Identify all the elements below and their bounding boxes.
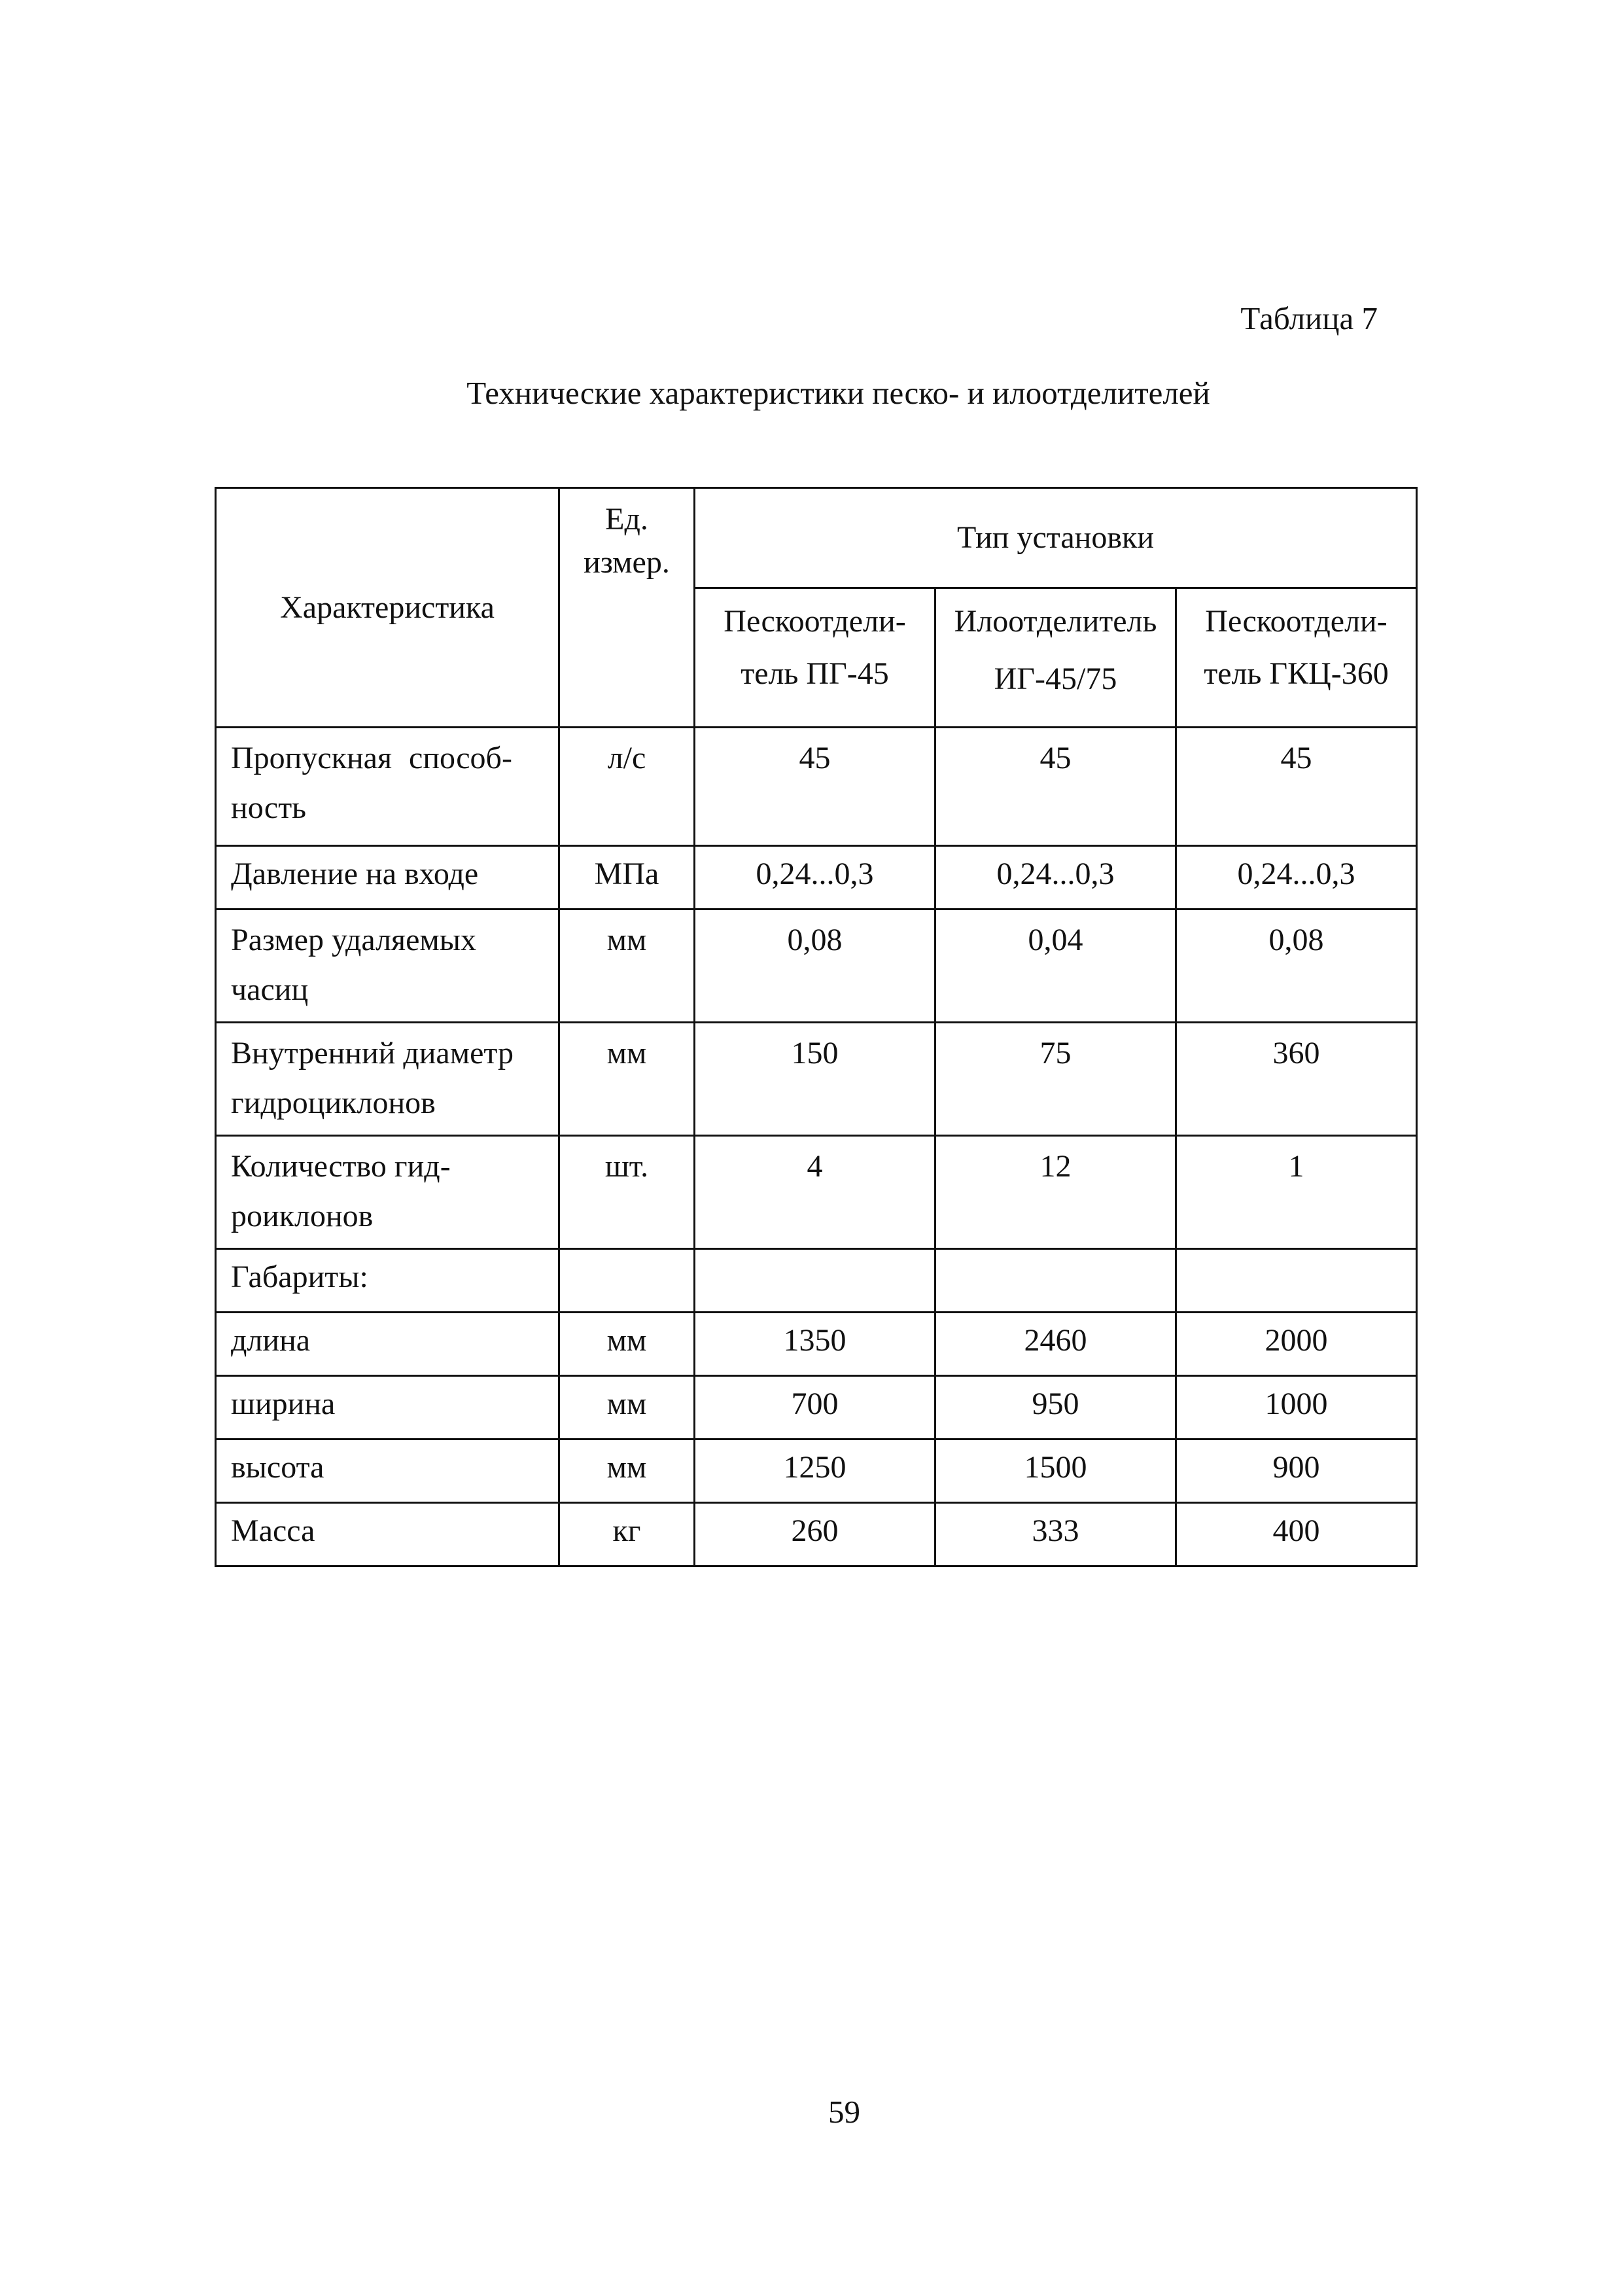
- header-type-ig4575: [935, 588, 1176, 728]
- row-value-gkc360: 1000: [1176, 1376, 1417, 1439]
- header-type-gkc360-line2: тель ГКЦ-360: [1204, 656, 1389, 691]
- row-value-ig4575: 45: [935, 728, 1176, 846]
- header-type-gkc360: [1176, 588, 1417, 728]
- row-value-gkc360: 0,08: [1176, 910, 1417, 1023]
- row-value-gkc360: 900: [1176, 1439, 1417, 1503]
- header-type-gkc360-line1: Пескоотдели-: [1205, 604, 1387, 639]
- row-characteristic: Масса: [216, 1503, 559, 1566]
- header-type-ig4575-line1: Илоотделитель: [954, 604, 1157, 639]
- specifications-table: [215, 487, 1418, 1567]
- header-type-pg45-line2: тель ПГ-45: [741, 656, 889, 691]
- row-name-line2: ность: [231, 790, 307, 825]
- row-value-ig4575: [935, 1249, 1176, 1313]
- header-characteristic: Характеристика: [216, 488, 559, 728]
- row-value-ig4575: 1500: [935, 1439, 1176, 1503]
- table-row: [216, 1313, 1417, 1376]
- row-characteristic: ширина: [216, 1376, 559, 1439]
- row-characteristic: высота: [216, 1439, 559, 1503]
- row-value-pg45: 260: [695, 1503, 935, 1566]
- table-row: [216, 846, 1417, 910]
- row-characteristic: [216, 1136, 559, 1249]
- header-unit-line2: измер.: [584, 545, 670, 580]
- row-value-pg45: [695, 1249, 935, 1313]
- row-value-ig4575: 950: [935, 1376, 1176, 1439]
- header-type-ig4575-line2: ИГ-45/75: [994, 662, 1117, 696]
- row-value-gkc360: 0,24...0,3: [1176, 846, 1417, 910]
- row-value-pg45: 1250: [695, 1439, 935, 1503]
- row-name-line1: Внутренний диаметр: [231, 1036, 514, 1070]
- row-value-ig4575: 12: [935, 1136, 1176, 1249]
- row-name-line2: гидроциклонов: [231, 1086, 436, 1120]
- row-value-ig4575: 0,24...0,3: [935, 846, 1176, 910]
- row-characteristic: Габариты:: [216, 1249, 559, 1313]
- row-value-ig4575: 75: [935, 1023, 1176, 1136]
- page-number: 59: [828, 2094, 860, 2130]
- row-value-pg45: 1350: [695, 1313, 935, 1376]
- table-label: Таблица 7: [1240, 300, 1378, 336]
- row-value-gkc360: 400: [1176, 1503, 1417, 1566]
- row-unit: кг: [559, 1503, 695, 1566]
- row-unit: МПа: [559, 846, 695, 910]
- header-type-group: Тип установки: [695, 488, 1417, 588]
- table-row: [216, 1503, 1417, 1566]
- header-type-pg45: [695, 588, 935, 728]
- header-type-pg45-line1: Пескоотдели-: [724, 604, 906, 639]
- row-unit: мм: [559, 910, 695, 1023]
- row-value-ig4575: 333: [935, 1503, 1176, 1566]
- table-row: [216, 1023, 1417, 1136]
- row-characteristic: [216, 910, 559, 1023]
- row-name-line2: часиц: [231, 972, 309, 1007]
- row-value-pg45: 0,08: [695, 910, 935, 1023]
- table-row: [216, 1376, 1417, 1439]
- row-unit: мм: [559, 1376, 695, 1439]
- row-value-ig4575: 2460: [935, 1313, 1176, 1376]
- header-row: [216, 488, 1417, 588]
- row-value-ig4575: 0,04: [935, 910, 1176, 1023]
- row-value-pg45: 45: [695, 728, 935, 846]
- table-row: [216, 1439, 1417, 1503]
- table-row: [216, 1136, 1417, 1249]
- row-value-pg45: 4: [695, 1136, 935, 1249]
- table-title: Технические характеристики песко- и илоотделителей: [466, 375, 1210, 411]
- row-value-pg45: 0,24...0,3: [695, 846, 935, 910]
- row-name-line2: роиклонов: [231, 1199, 374, 1233]
- header-unit: [559, 488, 695, 728]
- table-row: [216, 1249, 1417, 1313]
- row-value-gkc360: 360: [1176, 1023, 1417, 1136]
- table-row: [216, 728, 1417, 846]
- row-value-gkc360: 1: [1176, 1136, 1417, 1249]
- row-unit: л/с: [559, 728, 695, 846]
- row-characteristic: [216, 1023, 559, 1136]
- row-unit: мм: [559, 1023, 695, 1136]
- row-characteristic: длина: [216, 1313, 559, 1376]
- row-value-gkc360: [1176, 1249, 1417, 1313]
- row-characteristic: Давление на входе: [216, 846, 559, 910]
- row-unit: мм: [559, 1439, 695, 1503]
- row-value-pg45: 700: [695, 1376, 935, 1439]
- row-value-gkc360: 45: [1176, 728, 1417, 846]
- row-value-gkc360: 2000: [1176, 1313, 1417, 1376]
- table-row: [216, 910, 1417, 1023]
- row-name-line1: Количество гид-: [231, 1149, 451, 1184]
- row-value-pg45: 150: [695, 1023, 935, 1136]
- row-name-line1: Размер удаляемых: [231, 923, 477, 957]
- row-name-line1: Пропускная способ-: [231, 741, 512, 775]
- row-unit: шт.: [559, 1136, 695, 1249]
- row-unit: [559, 1249, 695, 1313]
- header-unit-line1: Ед.: [605, 502, 648, 537]
- row-unit: мм: [559, 1313, 695, 1376]
- row-characteristic: [216, 728, 559, 846]
